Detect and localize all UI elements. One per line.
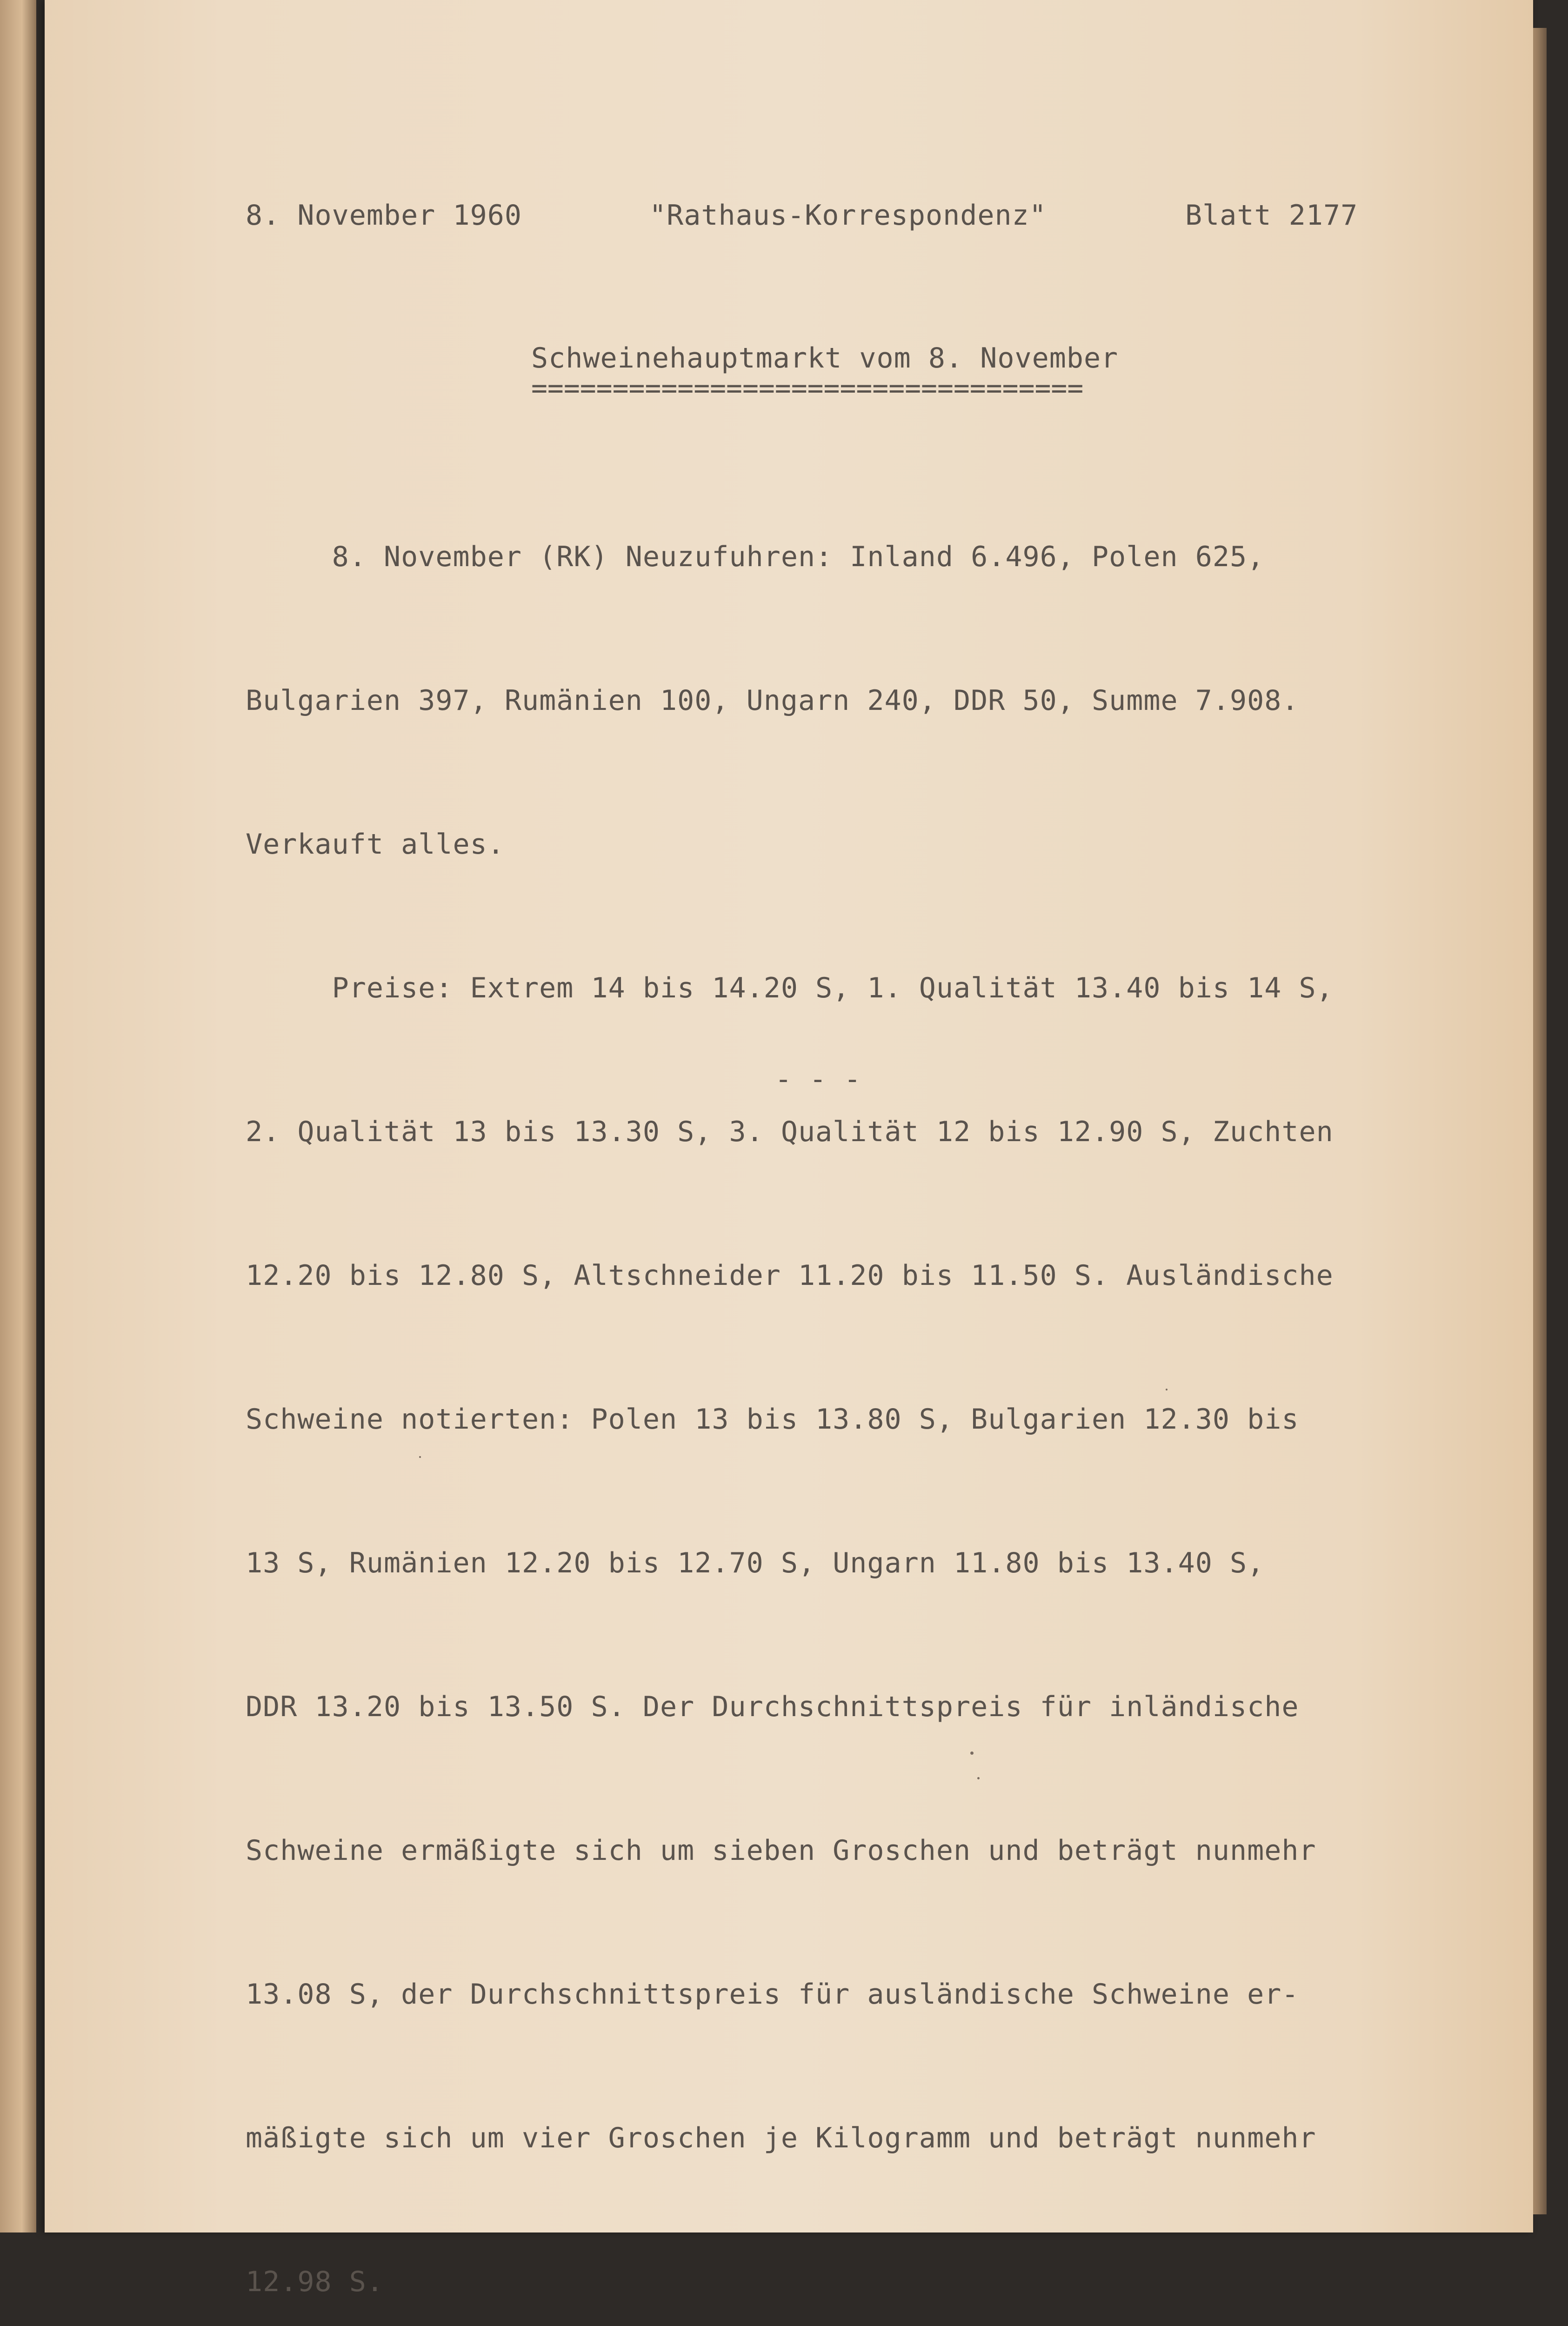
body-line: Verkauft alles.: [246, 828, 505, 861]
body-line: 13 S, Rumänien 12.20 bis 12.70 S, Ungarn 11.80 bis 13.40 S,: [246, 1547, 1265, 1579]
facing-page-edge: [0, 0, 36, 2232]
body-line: mäßigte sich um vier Groschen je Kilogramm und beträgt nunmehr: [246, 2122, 1316, 2154]
paper-speck: [1166, 1389, 1168, 1390]
body-line: 12.98 S.: [246, 2266, 384, 2298]
paper-sheet: [45, 0, 1533, 2298]
header-publication: "Rathaus-Korrespondenz": [649, 199, 1047, 232]
header-sheet-number: Blatt 2177: [1185, 199, 1358, 232]
title-underline: ==================================: [531, 372, 1084, 404]
body-line: Schweine ermäßigte sich um sieben Groschen und beträgt nunmehr: [246, 1834, 1316, 1867]
body-line: 2. Qualität 13 bis 13.30 S, 3. Qualität 12 bis 12.90 S, Zuchten: [246, 1116, 1334, 1148]
body-line: 12.20 bis 12.80 S, Altschneider 11.20 bis 11.50 S. Ausländische: [246, 1259, 1334, 1292]
body-line: 13.08 S, der Durchschnittspreis für ausländische Schweine er-: [246, 1978, 1299, 2011]
paper-speck: [977, 1777, 980, 1779]
body-line: 8. November (RK) Neuzufuhren: Inland 6.496, Polen 625,: [246, 541, 1265, 573]
body-line: DDR 13.20 bis 13.50 S. Der Durchschnittspreis für inländische: [246, 1691, 1299, 1723]
article-body: [246, 437, 1334, 2326]
header-date: 8. November 1960: [246, 199, 522, 232]
body-line: Bulgarien 397, Rumänien 100, Ungarn 240, DDR 50, Summe 7.908.: [246, 684, 1299, 717]
paper-speck: [970, 1751, 974, 1755]
body-line: Schweine notierten: Polen 13 bis 13.80 S, Bulgarien 12.30 bis: [246, 1403, 1299, 1436]
end-mark: - - -: [775, 1063, 861, 1096]
body-line: Preise: Extrem 14 bis 14.20 S, 1. Qualität 13.40 bis 14 S,: [246, 972, 1334, 1004]
paper-speck: [419, 1456, 421, 1458]
article-title: Schweinehauptmarkt vom 8. November: [531, 342, 1119, 374]
